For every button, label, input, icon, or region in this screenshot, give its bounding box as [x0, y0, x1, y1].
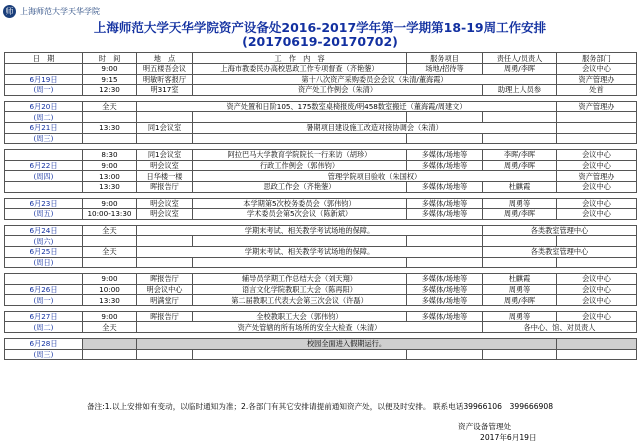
service-cell: 多媒体/场地等 — [407, 295, 483, 306]
service-cell: 多媒体/场地等 — [407, 209, 483, 220]
service-cell: 多媒体/场地等 — [407, 274, 483, 285]
footer-note: 备注:1.以上安排如有变动，以临时通知为准；2.各部门有其它安排请提前通知资产处，以便及时安排。 联系电话39966106 399666908 — [86, 402, 554, 411]
date-cell: 6月23日 — [5, 198, 83, 209]
service-cell: 多媒体/场地等 — [407, 198, 483, 209]
dept-cell: 会议中心 — [557, 311, 637, 322]
time-cell: 全天 — [83, 101, 137, 112]
content-cell: 资产处置和日阶105、175数室桌椅报废/明458数室搬迁（董海霞/周建文） — [137, 101, 557, 112]
person-cell: 周勇等 — [483, 198, 557, 209]
content-cell: 校园全面进入假期运行。 — [137, 339, 557, 350]
table-row — [5, 257, 637, 268]
dept-cell: 会议中心 — [557, 295, 637, 306]
table-row — [5, 181, 637, 192]
place-cell: 同1会议室 — [137, 122, 193, 133]
column-header: 责任人/员责人 — [483, 53, 557, 64]
table-row — [5, 274, 637, 285]
dept-cell: 资产管理办 — [557, 74, 637, 85]
table-row — [5, 349, 637, 360]
person-cell: 周勇等 — [483, 311, 557, 322]
table-row — [5, 171, 637, 182]
content-cell: 思政工作会（齐艳蓥） — [193, 181, 407, 192]
table-row — [5, 101, 637, 112]
table-row — [5, 150, 637, 161]
content-cell: 行政工作例会（郭伟钧） — [193, 160, 407, 171]
date-cell: 6月21日 — [5, 122, 83, 133]
date-cell: 6月24日 — [5, 225, 83, 236]
person-cell: 杜麒霞 — [483, 274, 557, 285]
column-header: 时 间 — [83, 53, 137, 64]
person-cell: 周勇/李晖 — [483, 295, 557, 306]
service-cell: 多媒体/场地等 — [407, 181, 483, 192]
date-cell: (周二) — [5, 112, 83, 123]
date-cell: (周四) — [5, 171, 83, 182]
place-cell: 明会议室 — [137, 209, 193, 220]
time-cell: 9:00 — [83, 160, 137, 171]
content-cell: 学期末考试、相关教学考试场地的保障。 — [137, 225, 483, 236]
dept-cell: 会议中心 — [557, 181, 637, 192]
dept-cell: 会议中心 — [557, 198, 637, 209]
person-cell: 周勇/李晖 — [483, 160, 557, 171]
service-cell: 场地/招待等 — [407, 64, 483, 75]
table-row — [5, 112, 637, 123]
place-cell: 明敏听客报厅 — [137, 74, 193, 85]
date-cell: 6月27日 — [5, 311, 83, 322]
dept-cell: 资产管理办 — [557, 101, 637, 112]
place-cell: 明317室 — [137, 85, 193, 96]
table-header-row — [5, 53, 637, 64]
time-cell: 全天 — [83, 246, 137, 257]
dept-cell: 会议中心 — [557, 64, 637, 75]
dept-cell: 资产管理办 — [557, 171, 637, 182]
content-cell: 暑期项目建设施工改造对接协调会（朱清） — [193, 122, 557, 133]
place-cell: 同1会议室 — [137, 150, 193, 161]
service-cell: 多媒体/场地等 — [407, 150, 483, 161]
content-cell: 上海市教委民办高校思政工作专项督查（齐艳蓥） — [193, 64, 407, 75]
table-row — [5, 160, 637, 171]
dept-cell: 会议中心 — [557, 274, 637, 285]
dept-cell: 各类教室管理中心 — [483, 225, 637, 236]
time-cell: 13:30 — [83, 181, 137, 192]
content-cell: 本学期第5次校务委员会（郭伟钧） — [193, 198, 407, 209]
table-row — [5, 311, 637, 322]
time-cell: 9:00 — [83, 198, 137, 209]
service-cell: 多媒体/场地等 — [407, 160, 483, 171]
table-row — [5, 246, 637, 257]
place-cell: 明会议室 — [137, 160, 193, 171]
table-row — [5, 295, 637, 306]
content-cell: 辅导员学期工作总结大会（刘天翔） — [193, 274, 407, 285]
place-cell: 晖报告厅 — [137, 311, 193, 322]
person-cell: 周勇/李晖 — [483, 209, 557, 220]
school-logo — [3, 3, 135, 19]
date-cell — [5, 64, 83, 75]
dept-cell: 会议中心 — [557, 209, 637, 220]
person-cell: 杜麒霞 — [483, 181, 557, 192]
service-cell: 多媒体/场地等 — [407, 311, 483, 322]
date-cell: (周三) — [5, 133, 83, 144]
person-dept-cell: 各中心、馆、对员责人 — [483, 322, 637, 333]
column-header: 工 作 内 容 — [193, 53, 407, 64]
dept-cell: 各类教室管理中心 — [483, 246, 637, 257]
content-cell: 管理学院项目验收（朱国权） — [193, 171, 557, 182]
content-cell: 语言文化学院教职工大会（陈再阳） — [193, 284, 407, 295]
column-header: 服务部门 — [557, 53, 637, 64]
content-cell: 第十八次资产采购委员会会议（朱清/董海霞） — [193, 74, 557, 85]
person-cell: 李晖/李晖 — [483, 150, 557, 161]
content-cell: 学期末考试、相关教学考试场地的保障。 — [137, 246, 483, 257]
person-cell: 助理上人员参 — [483, 85, 557, 96]
date-cell: (周一) — [5, 295, 83, 306]
table-row — [5, 225, 637, 236]
date-cell: 6月20日 — [5, 101, 83, 112]
date-cell: 6月22日 — [5, 160, 83, 171]
dept-cell: 会议中心 — [557, 160, 637, 171]
table-row — [5, 64, 637, 75]
date-cell: (周三) — [5, 349, 83, 360]
time-cell: 9:00 — [83, 274, 137, 285]
schedule-table — [4, 52, 637, 360]
time-cell: 10:00 — [83, 284, 137, 295]
date-cell: 6月19日 — [5, 74, 83, 85]
place-cell: 日华楼一楼 — [137, 171, 193, 182]
time-cell: 12:30 — [83, 85, 137, 96]
person-cell: 周勇等 — [483, 284, 557, 295]
time-cell: 8:30 — [83, 150, 137, 161]
table-row — [5, 339, 637, 350]
table-row — [5, 133, 637, 144]
time-cell: 13:00 — [83, 171, 137, 182]
date-cell: (周六) — [5, 236, 83, 247]
table-row — [5, 209, 637, 220]
column-header: 日 期 — [5, 53, 83, 64]
time-cell: 10:00-13:30 — [83, 209, 137, 220]
school-name: 上海师范大学天华学院 — [20, 6, 100, 16]
person-cell: 周勇/李晖 — [483, 64, 557, 75]
place-cell: 明满堂厅 — [137, 295, 193, 306]
signer: 资产设备管理处 — [458, 422, 512, 431]
school-seal-icon: 师 — [3, 5, 16, 18]
date-cell: (周日) — [5, 257, 83, 268]
content-cell: 资产处管辖的所有场所的安全大检查（朱清） — [137, 322, 483, 333]
time-cell: 13:30 — [83, 122, 137, 133]
date-cell — [5, 274, 83, 285]
time-cell: 全天 — [83, 225, 137, 236]
table-row — [5, 198, 637, 209]
content-cell: 第二届教职工代表大会第三次会议（许磊） — [193, 295, 407, 306]
dept-cell: 会议中心 — [557, 284, 637, 295]
content-cell: 全校教职工大会（郭伟钧） — [193, 311, 407, 322]
place-cell: 明会议室 — [137, 198, 193, 209]
service-cell: 多媒体/场地等 — [407, 284, 483, 295]
table-row — [5, 284, 637, 295]
date-cell: 6月28日 — [5, 339, 83, 350]
place-cell: 晖报告厅 — [137, 181, 193, 192]
content-cell: 学术委员会第5次会议（陈新斌） — [193, 209, 407, 220]
date-cell: (周二) — [5, 322, 83, 333]
content-cell: 阿拉巴马大学教育学院院长一行来访（胡珍） — [193, 150, 407, 161]
column-header: 地 点 — [137, 53, 193, 64]
place-cell: 明五楼吾会议 — [137, 64, 193, 75]
time-cell: 9:15 — [83, 74, 137, 85]
date-cell: (周五) — [5, 209, 83, 220]
time-cell: 13:30 — [83, 295, 137, 306]
table-row — [5, 122, 637, 133]
page-subtitle: (20170619-20170702) — [242, 34, 398, 49]
column-header: 服务项目 — [407, 53, 483, 64]
place-cell: 晖报告厅 — [137, 274, 193, 285]
table-row — [5, 74, 637, 85]
date-cell: 6月26日 — [5, 284, 83, 295]
date-cell: 6月25日 — [5, 246, 83, 257]
time-cell: 全天 — [83, 322, 137, 333]
table-row — [5, 85, 637, 96]
sign-date: 2017年6月19日 — [480, 433, 537, 442]
table-row — [5, 236, 637, 247]
page-title: 上海师范大学天华学院资产设备处2016-2017学年第一学期第18-19周工作安排 — [93, 20, 547, 35]
date-cell — [5, 150, 83, 161]
time-cell: 9:00 — [83, 311, 137, 322]
content-cell: 资产处工作例会（朱清） — [193, 85, 483, 96]
table-row — [5, 322, 637, 333]
date-cell — [5, 181, 83, 192]
date-cell: (周一) — [5, 85, 83, 96]
dept-cell: 处首 — [557, 85, 637, 96]
dept-cell: 会议中心 — [557, 150, 637, 161]
place-cell: 明会议中心 — [137, 284, 193, 295]
time-cell: 9:00 — [83, 64, 137, 75]
